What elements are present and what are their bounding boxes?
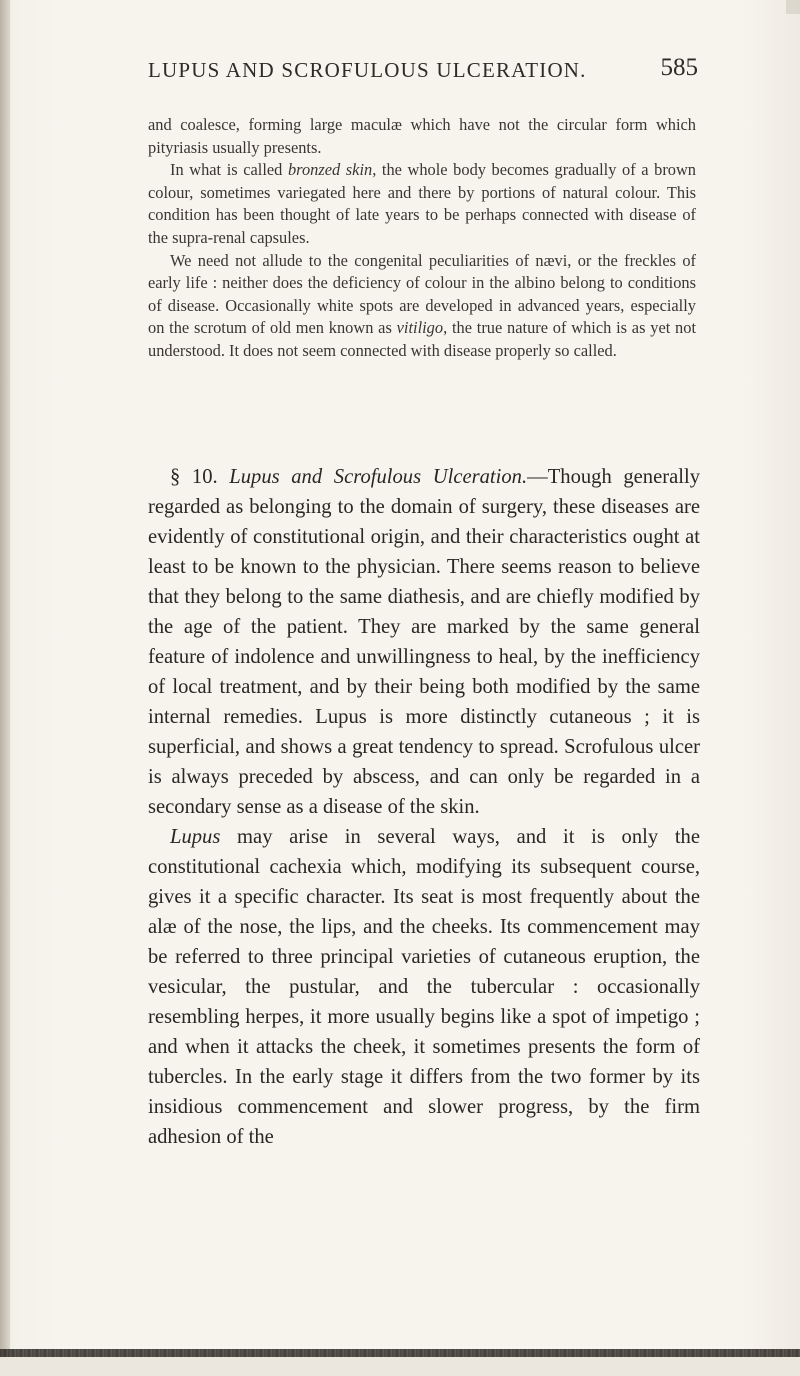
italic-phrase: vitiligo [396,318,444,338]
small-print-paragraph [148,114,696,159]
text-run: We need not allude to the congenital peculiarities of nævi, or the freckles of early life : neither does the deficiency of colour in the albino belong to conditions of disease. Occasionally white spots are developed in advanced years, especially on the scrotum of old men known as [148,250,696,338]
running-title: LUPUS AND SCROFULOUS ULCERATION. [148,58,587,82]
text-run: In what is called [170,160,288,180]
italic-phrase: Lupus and Scrofulous Ulceration. [229,466,528,488]
page-header [148,54,698,88]
main-text-section [148,462,700,1152]
main-text-paragraph [148,822,700,1152]
page-bottom-margin [0,1357,800,1376]
page-bottom-edge [0,1349,800,1357]
text-run: , the whole body becomes gradually of a brown colour, sometimes variegated here and there by portions of natural colour. This condition has been thought of late years to be perhaps connected with disease of the supra-renal capsules. [148,160,697,247]
text-run: may arise in several ways, and it is only the constitutional cachexia which, modifying its subsequent course, gives it a specific character. Its seat is most frequently about the alæ of the nose, the lips, and the cheeks. Its commencement may be referred to three principal varieties of cutaneous eruption, the vesicular, the pustular, and the tubercular : occasionally resembling herpes, it more usually begins like a spot of impetigo ; and when it attacks the cheek, it sometimes presents the form of tubercles. In the early stage it differs from the two former by its insidious commencement and slower progress, by the firm adhesion of the [148,826,700,1148]
text-run: —Though generally regarded as belonging to the domain of surgery, these diseases are evidently of constitutional origin, and their characteristics ought at least to be known to the physician. There seems reason to believe that they belong to the same diathesis, and are chiefly modified by the age of the patient. They are marked by the same general feature of indolence and unwillingness to heal, by the inefficiency of local treatment, and by their being both modified by the same internal remedies. Lupus is more distinctly cutaneous ; it is superficial, and shows a great tendency to spread. Scrofulous ulcer is always preceded by abscess, and can only be regarded in a secondary sense as a disease of the skin. [148,466,700,818]
main-text-paragraph [148,462,700,822]
text-run: § 10. [170,466,230,488]
italic-phrase: bronzed skin [287,160,373,180]
page-corner-shadow [786,0,800,14]
text-run: , the true nature of which is as yet not understood. It does not seem connected with disease properly so called. [148,318,697,360]
small-print-section [148,114,696,363]
small-print-paragraph [148,159,696,249]
page-number: 585 [660,54,698,81]
text-run: and coalesce, forming large maculæ which have not the circular form which pityriasis usually presents. [148,115,696,157]
page-binding-edge [0,0,10,1376]
small-print-paragraph [148,250,696,363]
italic-phrase: Lupus [170,826,221,848]
